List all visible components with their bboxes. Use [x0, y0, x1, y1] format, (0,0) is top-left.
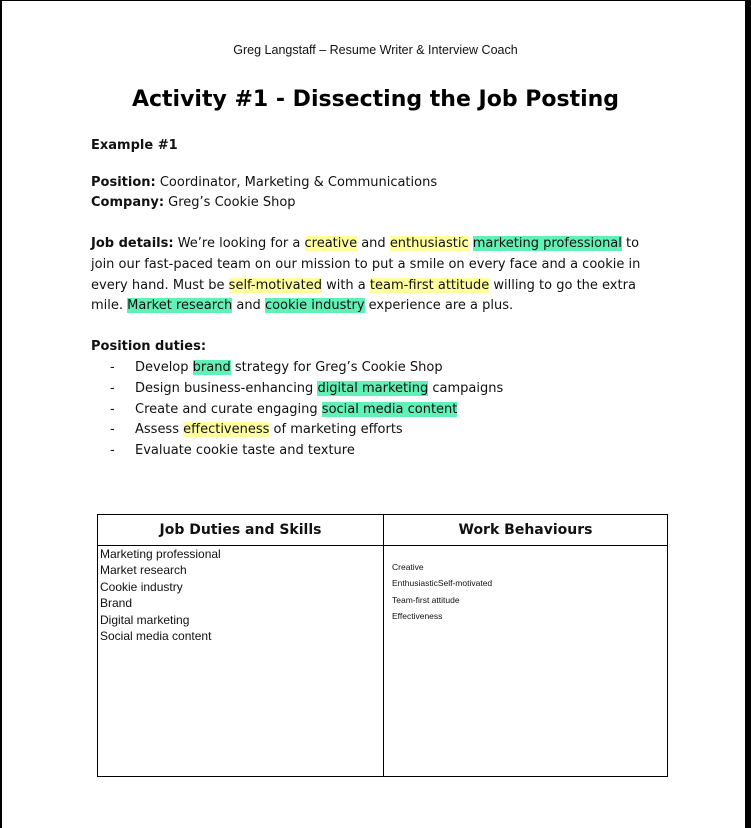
duty-item	[91, 400, 661, 421]
column-header-work-behaviours: Work Behaviours	[384, 515, 668, 546]
highlight-digital-marketing: digital marketing	[317, 380, 429, 396]
table-row	[98, 546, 668, 777]
highlight-effectiveness: effectiveness	[183, 422, 270, 438]
list-item: Brand	[100, 596, 133, 611]
duty-item	[91, 441, 661, 462]
company-line	[91, 193, 661, 214]
list-item: Cookie industry	[100, 579, 183, 594]
company-value: Greg’s Cookie Shop	[164, 195, 296, 210]
position-label: Position:	[91, 175, 156, 190]
highlight-creative: creative	[304, 236, 358, 251]
example-label: Example #1	[91, 138, 178, 153]
position-duties-label: Position duties:	[91, 339, 207, 354]
job-details-text: and	[357, 236, 390, 251]
page-title: Activity #1 - Dissecting the Job Posting	[131, 87, 620, 112]
behaviours-cell	[384, 546, 668, 777]
duty-text: campaigns	[428, 380, 504, 396]
duty-text: Assess	[135, 422, 184, 438]
duty-item	[91, 379, 661, 400]
list-item: Creative	[392, 562, 424, 572]
table-header-row	[98, 515, 668, 546]
position-value: Coordinator, Marketing & Communications	[155, 175, 438, 190]
duty-text: Evaluate cookie taste and texture	[135, 443, 355, 459]
duties-list	[91, 358, 661, 462]
list-item: Effectiveness	[392, 611, 443, 622]
duty-text: strategy for Greg’s Cookie Shop	[230, 360, 443, 375]
bullet-dash: -	[110, 422, 115, 438]
list-item: Marketing professional	[100, 547, 221, 561]
bullet-dash: -	[110, 380, 115, 396]
highlight-self-motivated: self-motivated	[228, 277, 322, 293]
highlight-team-first-attitude: team-first attitude	[369, 277, 490, 293]
page-left-border	[0, 0, 2, 828]
skills-cell	[98, 546, 384, 777]
skills-list	[98, 546, 383, 644]
skills-behaviours-table	[97, 514, 668, 777]
job-details-text: willing to go the extra mile.	[91, 277, 636, 314]
job-details-text: to join our fast-paced team on our mission to put a smile on every face and a cookie in every hand. Must be	[91, 236, 641, 293]
highlight-enthusiastic: enthusiastic	[389, 236, 469, 251]
list-item: EnthusiasticSelf-motivated	[392, 578, 493, 589]
highlight-market-research: Market research	[127, 298, 233, 314]
job-details-text: experience are a plus.	[364, 298, 514, 314]
list-item: Team-first attitude	[392, 594, 460, 605]
job-details-text: We’re looking for a	[173, 236, 305, 251]
duty-item	[91, 358, 661, 379]
position-line	[91, 173, 661, 194]
list-item: Social media content	[100, 629, 212, 644]
duty-text: of marketing efforts	[269, 422, 403, 438]
highlight-cookie-industry: cookie industry	[264, 298, 365, 314]
company-label: Company:	[91, 195, 165, 210]
job-details-text: and	[232, 298, 265, 314]
bullet-dash: -	[110, 443, 115, 459]
list-item: Digital marketing	[100, 612, 190, 627]
list-item: Market research	[100, 563, 187, 578]
duty-text: Design business-enhancing	[135, 380, 318, 396]
duty-text: Develop	[135, 360, 193, 375]
highlight-social-media-content: social media content	[321, 401, 458, 417]
job-details-text: with a	[321, 277, 370, 293]
page-right-border	[745, 0, 751, 828]
highlight-brand: brand	[192, 360, 231, 375]
job-details-paragraph	[91, 234, 661, 317]
bullet-dash: -	[110, 401, 115, 417]
document-header: Greg Langstaff – Resume Writer & Interview Coach	[233, 43, 518, 57]
duty-text: Create and curate engaging	[135, 401, 322, 417]
bullet-dash: -	[110, 360, 115, 375]
column-header-duties-skills: Job Duties and Skills	[98, 515, 384, 546]
page-top-border	[0, 0, 751, 1]
behaviours-list	[384, 546, 667, 625]
duty-item	[91, 420, 661, 441]
job-details-label: Job details:	[91, 236, 174, 251]
highlight-marketing-professional: marketing professional	[472, 236, 622, 251]
